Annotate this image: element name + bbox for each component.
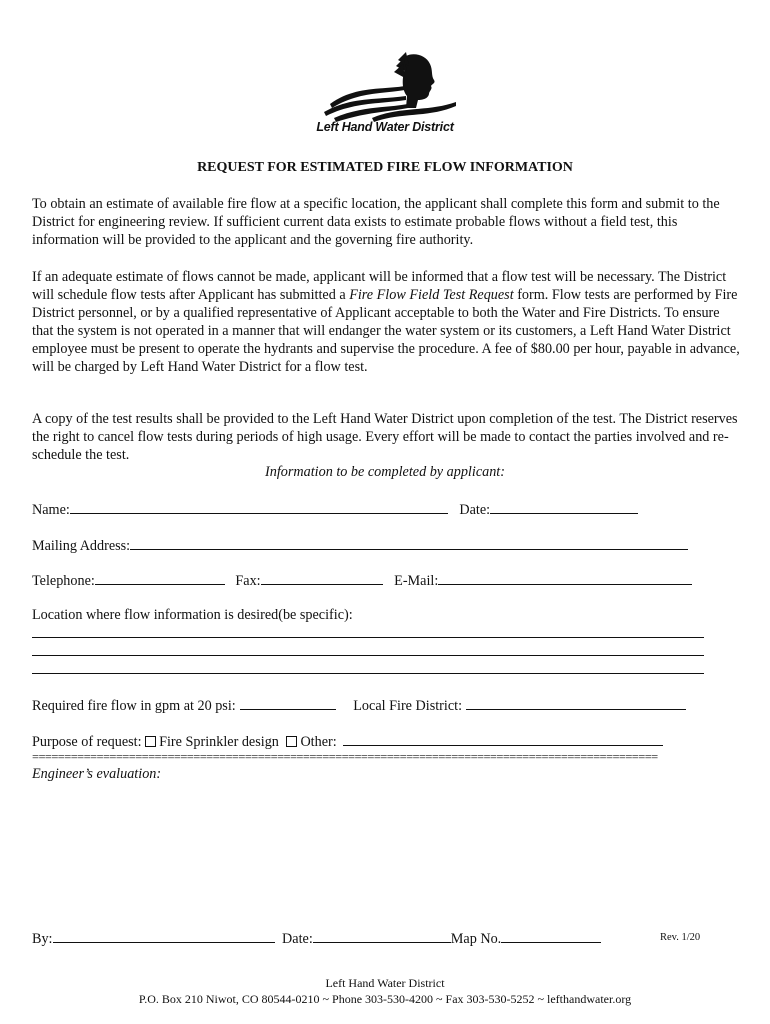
location-label: Location where flow information is desired(be specific): [32,607,353,623]
telephone-label: Telephone: [32,573,95,589]
purpose-row [32,732,663,751]
map-no-label: Map No. [450,931,502,947]
location-line-1[interactable] [32,637,704,638]
footer-district-name: Left Hand Water District [325,976,445,990]
form-title: REQUEST FOR ESTIMATED FIRE FLOW INFORMATION [197,160,573,175]
local-fire-district-field[interactable] [466,696,686,710]
map-no-field[interactable] [501,929,601,943]
flow-test-text-1: If an adequate estimate of flows cannot be made, applicant will be informed that a flow test will be necessary. The District will schedule flow tests after Applicant has submitted a [32,269,727,303]
other-field[interactable] [343,732,663,746]
section-separator: ================================================================================================= [32,750,658,764]
email-label: E-Mail: [394,573,439,589]
email-field[interactable] [438,571,692,585]
district-name: Left Hand Water District [316,120,454,134]
intro-paragraph: To obtain an estimate of available fire flow at a specific location, the applicant shall complete this form and submit to the District for engineering review. If sufficient current data exists to estimate probable flows without a field test, this information will be provided to the applicant and the governing fire authority. [32,196,720,248]
required-flow-field[interactable] [240,696,336,710]
other-checkbox[interactable] [286,736,297,747]
signature-row [32,929,601,948]
purpose-label: Purpose of request: [32,734,142,750]
fax-label: Fax: [235,573,261,589]
location-line-2[interactable] [32,655,704,656]
fire-sprinkler-label: Fire Sprinkler design [159,734,279,750]
by-field[interactable] [53,929,275,943]
telephone-field[interactable] [95,571,225,585]
fax-field[interactable] [261,571,383,585]
mailing-address-label: Mailing Address: [32,538,131,554]
mailing-address-field[interactable] [130,536,688,550]
left-hand-profile-logo-icon [310,46,460,124]
local-fire-district-label: Local Fire District: [353,698,463,714]
other-label: Other: [300,734,337,750]
engineer-date-field[interactable] [313,929,451,943]
required-flow-label: Required fire flow in gpm at 20 psi: [32,698,236,714]
flow-test-text-2: form. Flow tests are performed by Fire District personnel, or by a qualified representative of Applicant acceptable to both the Water and Fire Districts. To ensure that the system is not operated in a manner that will endanger the water system or its customers, a Left Hand Water District employee must be present to operate the hydrants and supervise the procedure. A fee of $80.00 per hour, payable in advance, will be charged by Left Hand Water District for a flow test. [32,287,740,375]
name-field[interactable] [70,500,448,514]
contact-row [32,571,692,590]
engineer-evaluation-label: Engineer’s evaluation: [32,766,162,782]
test-results-paragraph: A copy of the test results shall be provided to the Left Hand Water District upon completion of the test. The District reserves the right to cancel flow tests during periods of high usage. Every effort will be made to contact the parties involved and re-schedule the test. [32,411,738,463]
revision-label: Rev. 1/20 [660,932,701,943]
by-label: By: [32,931,53,947]
mailing-address-row [32,536,688,555]
flow-test-paragraph [32,268,742,376]
engineer-date-label: Date: [282,931,313,947]
fire-sprinkler-checkbox[interactable] [145,736,156,747]
date-label: Date: [459,502,491,518]
fire-flow-row [32,696,686,715]
name-date-row [32,500,638,519]
applicant-section-heading: Information to be completed by applicant: [265,464,505,480]
date-field[interactable] [490,500,638,514]
fire-flow-field-test-request-ref: Fire Flow Field Test Request [349,287,514,303]
footer-contact-info: P.O. Box 210 Niwot, CO 80544-0210 ~ Phone 303-530-4200 ~ Fax 303-530-5252 ~ lefthandwater.org [138,992,632,1006]
name-label: Name: [32,502,70,518]
location-line-3[interactable] [32,673,704,674]
